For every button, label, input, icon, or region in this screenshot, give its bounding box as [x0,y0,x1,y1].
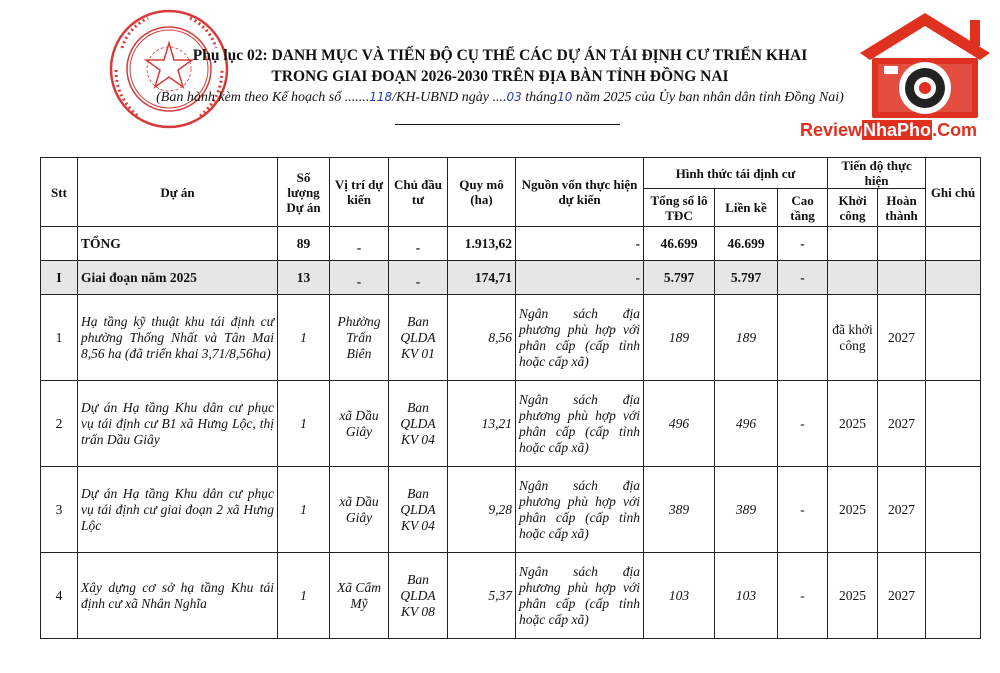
col-tong-so: Tổng số lô TĐC [644,189,715,227]
col-hinh-thuc: Hình thức tái định cư [644,158,828,189]
col-quy-mo: Quy mô (ha) [448,158,516,227]
table-header-row [41,158,981,189]
title-underline [395,124,620,125]
logo-wordmark: ReviewNhaPho.Com [800,120,978,140]
handwritten-month: 10 [557,90,573,104]
document-title-line2: TRONG GIAI ĐOẠN 2026-2030 TRÊN ĐỊA BÀN TỈNH ĐỒNG NAI [271,68,729,85]
col-du-an: Dự án [78,158,278,227]
col-hoan-thanh: Hoàn thành [878,189,926,227]
col-chu-dau-tu: Chủ đầu tư [389,158,448,227]
col-khoi-cong: Khởi công [828,189,878,227]
handwritten-number: 118 [369,90,393,104]
resettlement-projects-table [40,157,981,639]
total-row: TỔNG 89 - - 1.913,62 - 46.699 46.699 - [41,227,981,261]
document-subtitle: (Ban hành kèm theo Kế hoạch số .......118/KH-UBND ngày ....03 tháng10 năm 2025 của Ủy ban nhân dân tỉnh Đồng Nai) [156,90,844,105]
col-nguon-von: Nguồn vốn thực hiện dự kiến [516,158,644,227]
col-lien-ke: Liền kề [715,189,778,227]
table-row: 4 Xây dựng cơ sở hạ tầng Khu tái định cư xã Nhân Nghĩa 1 Xã Cẩm Mỹ Ban QLDA KV 08 5,37 Ngân sách địa phương phù hợp với phân cấp (cấp tỉnh hoặc cấp xã) 103 103 - 2025 2027 [41,553,981,639]
table-row: 1 Hạ tầng kỹ thuật khu tái định cư phường Thống Nhất và Tân Mai 8,56 ha (đã triển khai 3,71/8,56ha) 1 Phường Trấn Biên Ban QLDA KV 01 8,56 Ngân sách địa phương phù hợp với phân cấp (cấp tỉnh hoặc cấp xã) 189 189 đã khởi công 2027 [41,295,981,381]
table-row: 2 Dự án Hạ tầng Khu dân cư phục vụ tái định cư B1 xã Hưng Lộc, thị trấn Dầu Giây 1 xã Dầu Giây Ban QLDA KV 04 13,21 Ngân sách địa phương phù hợp với phân cấp (cấp tỉnh hoặc cấp xã) 496 496 - 2025 2027 [41,381,981,467]
col-vi-tri: Vị trí dự kiến [330,158,389,227]
col-stt: Stt [41,158,78,227]
col-so-luong: Số lượng Dự án [278,158,330,227]
phase-row: I Giai đoạn năm 2025 13 - - 174,71 - 5.797 5.797 - [41,261,981,295]
table-row: 3 Dự án Hạ tầng Khu dân cư phục vụ tái định cư giai đoạn 2 xã Hưng Lộc 1 xã Dầu Giây Ban QLDA KV 04 9,28 Ngân sách địa phương phù hợp với phân cấp (cấp tỉnh hoặc cấp xã) 389 389 - 2025 2027 [41,467,981,553]
handwritten-day: 03 [506,90,522,104]
col-tien-do: Tiến độ thực hiện [828,158,926,189]
col-cao-tang: Cao tầng [778,189,828,227]
col-ghi-chu: Ghi chú [926,158,981,227]
document-title-line1: Phụ lục 02: DANH MỤC VÀ TIẾN ĐỘ CỤ THỂ CÁC DỰ ÁN TÁI ĐỊNH CƯ TRIỂN KHAI [192,47,808,64]
